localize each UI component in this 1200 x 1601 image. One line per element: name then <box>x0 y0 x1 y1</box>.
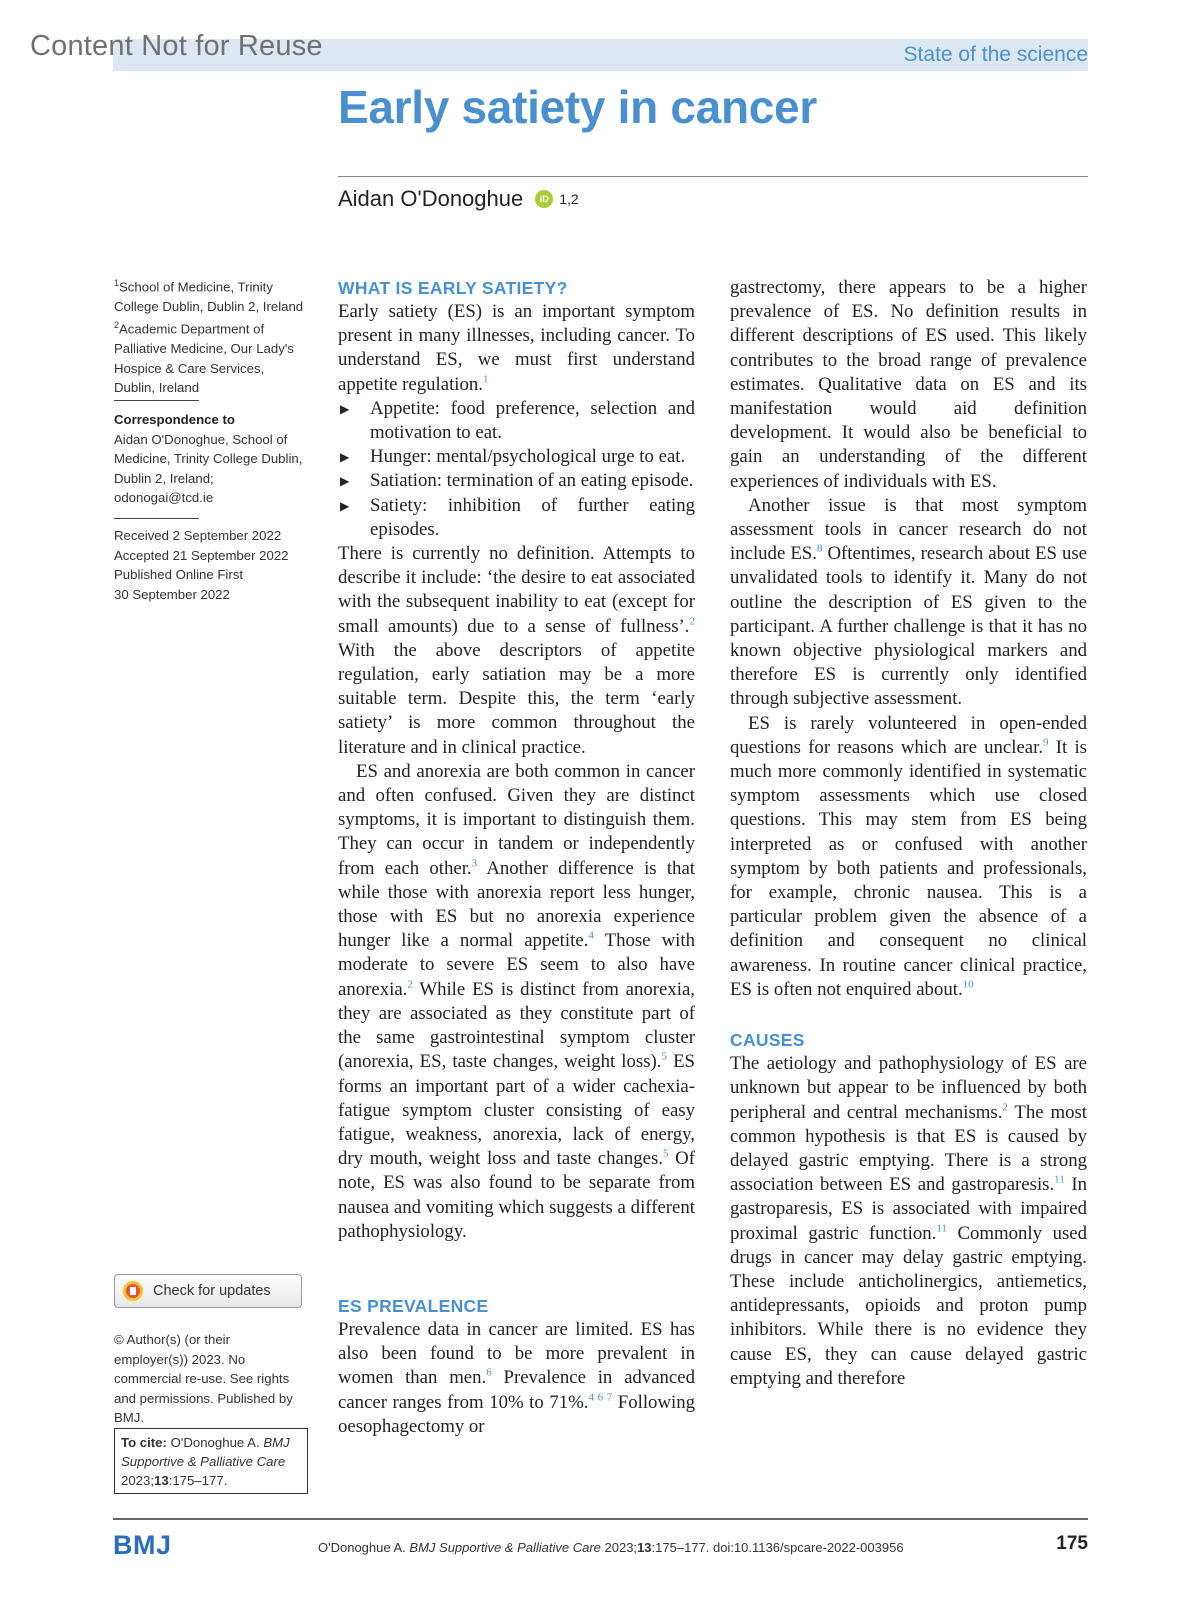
sidebar-rule <box>114 518 199 519</box>
sidebar-rule <box>114 400 199 401</box>
list-item: ▶ Satiation: termination of an eating episode. <box>338 469 695 493</box>
heading-what-is-es: WHAT IS EARLY SATIETY? <box>338 278 568 298</box>
paragraph: gastrectomy, there appears to be a higher prevalence of ES. No definition results in different descriptions of ES used. This likely contributes to the broad range of prevalence estimates. Qualitative data on ES and its manifestation would aid definition development. It would also be beneficial to gain an understanding of the different experiences of individuals with ES. <box>730 277 1087 492</box>
reference-link[interactable]: 6 <box>486 1367 492 1380</box>
author-affiliation-marks: 1,2 <box>559 191 579 207</box>
accepted-date: Accepted 21 September 2022 <box>114 547 289 563</box>
heading-es-prevalence: ES PREVALENCE <box>338 1295 489 1316</box>
reference-link[interactable]: 11 <box>1054 1173 1065 1186</box>
received-date: Received 2 September 2022 <box>114 528 282 543</box>
to-cite-box: To cite: O'Donoghue A. BMJ Supportive & Palliative Care 2023;13:175–177. <box>114 1428 308 1494</box>
sidebar-affiliations <box>114 274 304 398</box>
author-name: Aidan O'Donoghue <box>338 186 524 211</box>
correspondence-text: Aidan O'Donoghue, School of Medicine, Trinity College Dublin, Dublin 2, Ireland; odonogai@tcd.ie <box>114 431 303 505</box>
page-number: 175 <box>1056 1533 1088 1554</box>
reference-link[interactable]: 3 <box>471 857 478 870</box>
affiliation-1: $^1$School of Medicine, Trinity College Dublin, Dublin 2, Ireland <box>114 278 304 314</box>
reference-link[interactable]: 4 6 7 <box>588 1391 613 1404</box>
paragraph: ES and anorexia are both common in cancer and often confused. Given they are distinct symptoms, it is important to distinguish them. They can occur in tandem or independently from each other.$^3$ Another difference is that while those with anorexia report less hunger, those with ES but no anorexia experience hunger like a normal appetite.$^4$ Those with moderate to severe ES seem to also have anorexia.$^2$ While ES is distinct from anorexia, they are associated as they constitute part of the same gastrointestinal symptom cluster (anorexia, ES, taste changes, weight loss).$^5$ ES forms an important part of a wider cachexia-fatigue symptom cluster consisting of easy fatigue, weakness, anorexia, lack of energy, dry mouth, weight loss and taste changes.$^5$ Of note, ES was also found to be separate from nausea and vomiting which suggests a different pathophysiology. <box>338 760 696 1242</box>
paragraph: Prevalence data in cancer are limited. ES has also been found to be more prevalent in women than men.$^6$ Prevalence in advanced cancer ranges from 10% to 71%.$^{4 6 7}$ Following oesophagectomy or <box>338 1318 696 1437</box>
published-date: 30 September 2022 <box>114 586 230 602</box>
list-item: ▶ Hunger: mental/psychological urge to eat. <box>338 445 695 469</box>
heading-causes: CAUSES <box>730 1030 805 1051</box>
check-for-updates-label: Check for updates <box>153 1283 271 1299</box>
paragraph: Early satiety (ES) is an important symptom present in many illnesses, including cancer. To understand ES, we must first understand appetite regulation.$^1$ <box>338 301 695 395</box>
reference-link[interactable]: 5 <box>662 1147 669 1160</box>
reference-link[interactable]: 4 <box>588 930 594 943</box>
correspondence-heading: Correspondence to <box>114 412 235 427</box>
title-rule <box>338 176 1088 177</box>
reference-link[interactable]: 2 <box>1002 1101 1008 1114</box>
reference-link[interactable]: 10 <box>962 978 974 991</box>
bmj-logo: BMJ <box>113 1530 172 1560</box>
reference-link[interactable]: 2 <box>407 978 413 991</box>
published-label: Published Online First <box>114 567 244 582</box>
footer-citation: O'Donoghue A. BMJ Supportive & Palliative Care 2023;13:175–177. doi:10.1136/spcare-2022-003956 <box>318 1540 904 1555</box>
sidebar-correspondence <box>114 410 304 508</box>
list-item: ▶ Appetite: food preference, selection and motivation to eat. <box>338 397 695 445</box>
footer-rule <box>113 1518 1088 1520</box>
article-title: Early satiety in cancer <box>338 81 817 133</box>
paragraph: ES is rarely volunteered in open-ended questions for reasons which are unclear.$^9$ It is much more commonly identified in systematic symptom assessments which use closed questions. This may stem from ES being interpreted as or confused with another symptom by both patients and professionals, for example, chronic nausea. This is a particular problem given the absence of a definition and consequent no clinical awareness. In routine cancer clinical practice, ES is often not enquired about.$^{10}$ <box>730 712 1087 1000</box>
affiliation-2: $^2$Academic Department of Palliative Medicine, Our Lady's Hospice & Care Services, Dublin, Ireland <box>114 320 294 396</box>
reference-link[interactable]: 5 <box>661 1051 667 1064</box>
reference-link[interactable]: 9 <box>1043 736 1049 749</box>
crossmark-icon <box>123 1281 143 1301</box>
author-line <box>338 186 579 212</box>
reference-link[interactable]: 8 <box>816 542 823 555</box>
reference-link[interactable]: 2 <box>689 615 695 628</box>
appetite-terms-list <box>338 397 695 542</box>
paragraph: There is currently no definition. Attempts to describe it include: ‘the desire to eat associated with the subsequent inability to eat (except for small amounts) due to a sense of fullness’.$^2$ With the above descriptors of appetite regulation, early satiation may be a more suitable term. Despite this, the term ‘early satiety’ is more common throughout the literature and in clinical practice. <box>338 543 695 758</box>
sidebar-dates <box>114 526 304 604</box>
paragraph: Another issue is that most symptom assessment tools in cancer research do not include ES.$^8$ Oftentimes, research about ES use unvalidated tools to identify it. Many do not outline the description of ES given to the participant. A further challenge is that it has no known objective physiological markers and therefore ES is currently only identified through subjective assessment. <box>730 494 1087 710</box>
orcid-icon[interactable]: iD <box>535 190 553 208</box>
section-label: State of the science <box>903 43 1088 66</box>
list-item: ▶ Satiety: inhibition of further eating episodes. <box>338 494 695 542</box>
copyright-notice: © Author(s) (or their employer(s)) 2023. No commercial re-use. See rights and permissions. Published by BMJ. <box>114 1332 293 1425</box>
reference-link[interactable]: 1 <box>482 373 489 386</box>
body-column-2 <box>730 276 1087 1391</box>
paragraph: The aetiology and pathophysiology of ES are unknown but appear to be influenced by both peripheral and central mechanisms.$^2$ The most common hypothesis is that ES is caused by delayed gastric emptying. There is a strong association between ES and gastroparesis.$^{11}$ In gastroparesis, ES is associated with impaired proximal gastric function.$^{11}$ Commonly used drugs in cancer may delay gastric emptying. These include anticholinergics, antiemetics, antidepressants, opioids and proton pump inhibitors. While there is no evidence they cause ES, they can cause delayed gastric emptying and therefore <box>730 1053 1088 1389</box>
watermark: Content Not for Reuse <box>30 30 323 62</box>
reference-link[interactable]: 11 <box>936 1222 947 1235</box>
check-for-updates-button[interactable] <box>114 1274 302 1308</box>
body-column-1 <box>338 276 695 1439</box>
